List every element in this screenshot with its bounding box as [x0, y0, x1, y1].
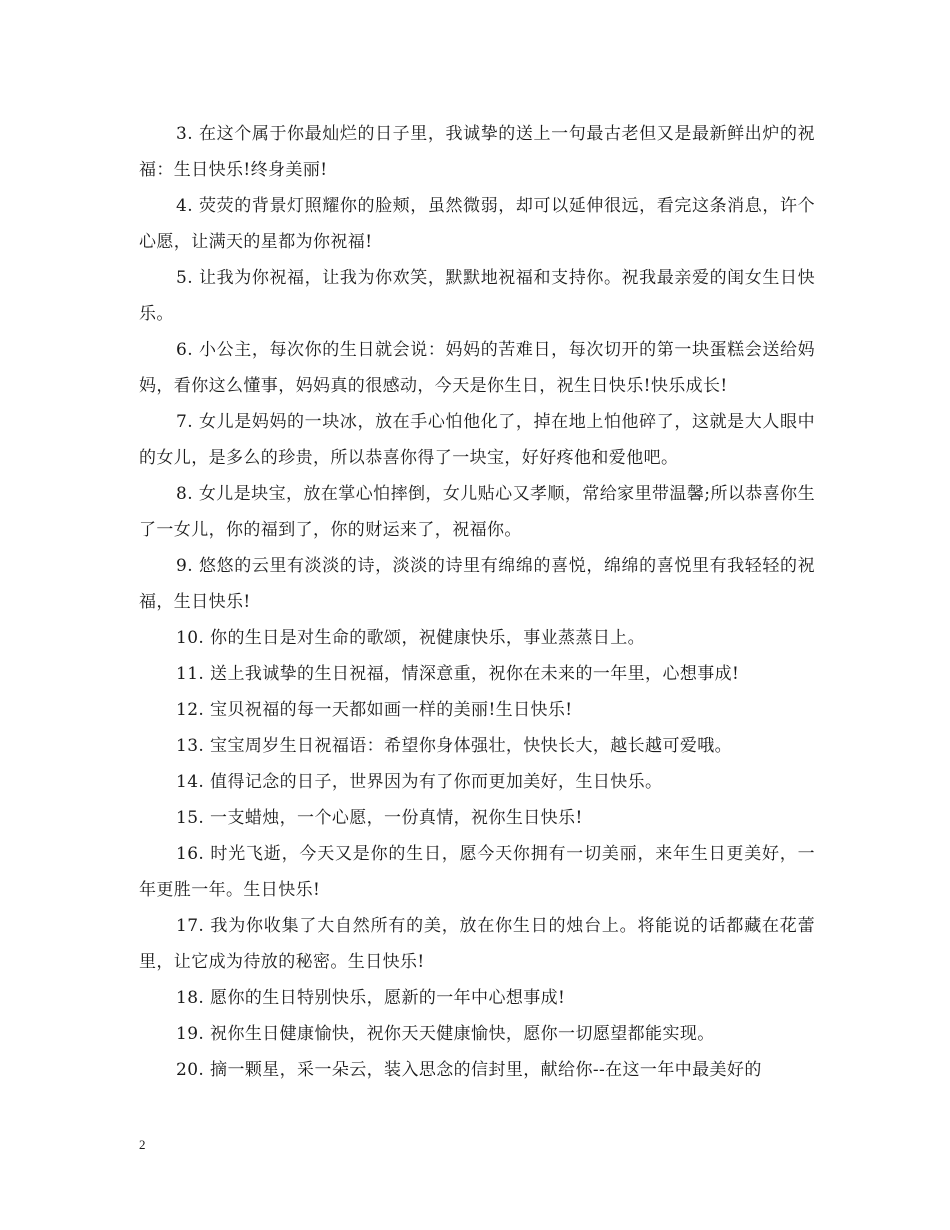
- paragraph-5: 5. 让我为你祝福，让我为你欢笑，默默地祝福和支持你。祝我最亲爱的闺女生日快乐。: [139, 268, 815, 324]
- paragraph-12: 12. 宝贝祝福的每一天都如画一样的美丽!生日快乐!: [176, 700, 573, 720]
- paragraph-7: 7. 女儿是妈妈的一块冰，放在手心怕他化了，掉在地上怕他碎了，这就是大人眼中的女儿，是多么的珍贵，所以恭喜你得了一块宝，好好疼他和爱他吧。: [139, 412, 815, 468]
- paragraph-11: 11. 送上我诚挚的生日祝福，情深意重，祝你在未来的一年里，心想事成!: [176, 664, 740, 684]
- page-number: 2: [139, 1137, 146, 1152]
- paragraph-4: 4. 荧荧的背景灯照耀你的脸颊，虽然微弱，却可以延伸很远，看完这条消息，许个心愿，让满天的星都为你祝福!: [139, 196, 815, 252]
- paragraph-9: 9. 悠悠的云里有淡淡的诗，淡淡的诗里有绵绵的喜悦，绵绵的喜悦里有我轻轻的祝福，生日快乐!: [139, 556, 815, 612]
- document-body: [139, 116, 815, 1088]
- paragraph-8: 8. 女儿是块宝，放在掌心怕摔倒，女儿贴心又孝顺，常给家里带温馨;所以恭喜你生了一女儿，你的福到了，你的财运来了，祝福你。: [139, 484, 815, 540]
- paragraph-3: 3. 在这个属于你最灿烂的日子里，我诚挚的送上一句最古老但又是最新鲜出炉的祝福：生日快乐!终身美丽!: [139, 124, 815, 180]
- paragraph-20: 20. 摘一颗星，采一朵云，装入思念的信封里，献给你--在这一年中最美好的: [176, 1060, 762, 1080]
- paragraph-18: 18. 愿你的生日特别快乐，愿新的一年中心想事成!: [176, 988, 566, 1008]
- paragraph-17: 17. 我为你收集了大自然所有的美，放在你生日的烛台上。将能说的话都藏在花蕾里，让它成为待放的秘密。生日快乐!: [139, 916, 815, 972]
- paragraph-14: 14. 值得记念的日子，世界因为有了你而更加美好，生日快乐。: [176, 772, 663, 792]
- paragraph-6: 6. 小公主，每次你的生日就会说：妈妈的苦难日，每次切开的第一块蛋糕会送给妈妈，看你这么懂事，妈妈真的很感动，今天是你生日，祝生日快乐!快乐成长!: [139, 340, 815, 396]
- paragraph-16: 16. 时光飞逝，今天又是你的生日，愿今天你拥有一切美丽，来年生日更美好，一年更胜一年。生日快乐!: [139, 844, 815, 900]
- paragraph-10: 10. 你的生日是对生命的歌颂，祝健康快乐，事业蒸蒸日上。: [176, 628, 646, 648]
- paragraph-13: 13. 宝宝周岁生日祝福语：希望你身体强壮，快快长大，越长越可爱哦。: [176, 736, 733, 756]
- paragraph-19: 19. 祝你生日健康愉快，祝你天天健康愉快，愿你一切愿望都能实现。: [176, 1024, 715, 1044]
- paragraph-15: 15. 一支蜡烛，一个心愿，一份真情，祝你生日快乐!: [176, 808, 583, 828]
